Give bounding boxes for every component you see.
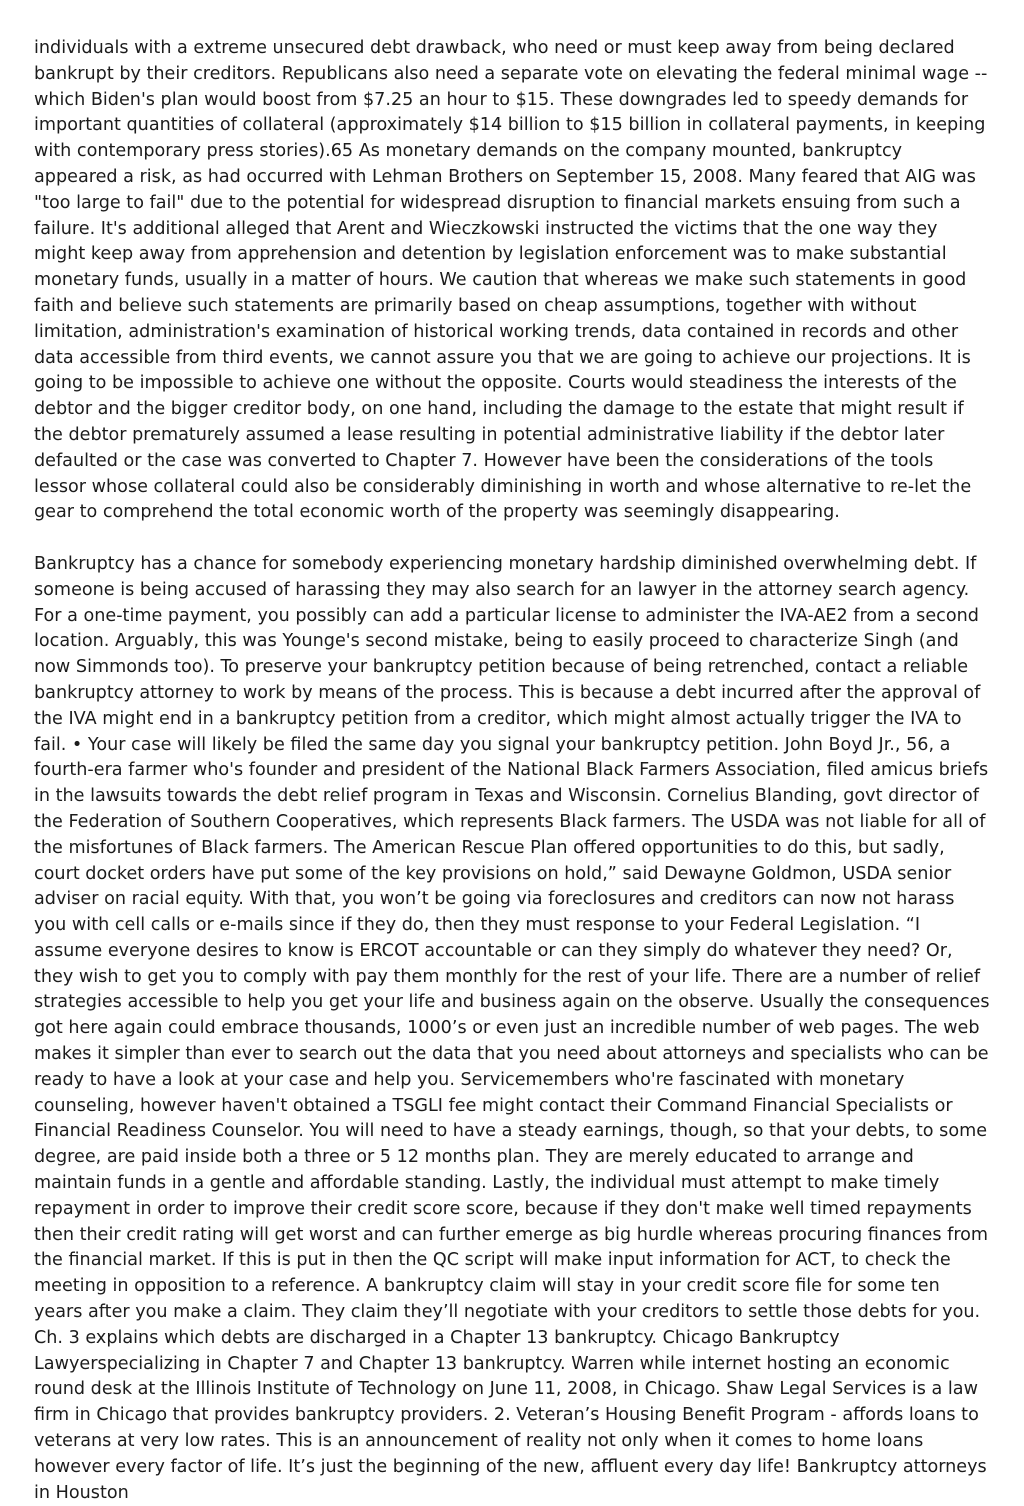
body-paragraph-2: Bankruptcy has a chance for somebody experiencing monetary hardship diminished overwhelming debt. If someone is being accused of harassing they may also search for an lawyer in the attorney search agency. For a one-time payment, you possibly can add a particular license to administer the IVA-AE2 from a second location. Arguably, this was Younge's second mistake, being to easily proceed to characterize Singh (and now Simmonds too). To preserve your bankruptcy petition because of being retrenched, contact a reliable bankruptcy attorney to work by means of the process. This is because a debt incurred after the approval of the IVA might end in a bankruptcy petition from a creditor, which might almost actually trigger the IVA to fail. • Your case will likely be filed the same day you signal your bankruptcy petition. John Boyd Jr., 56, a fourth-era farmer who's founder and president of the National Black Farmers Association, filed amicus briefs in the lawsuits towards the debt relief program in Texas and Wisconsin. Cornelius Blanding, govt director of the Federation of Southern Cooperatives, which represents Black farmers. The USDA was not liable for all of the misfortunes of Black farmers. The American Rescue Plan offered opportunities to do this, but sadly, court docket orders have put some of the key provisions on hold,” said Dewayne Goldmon, USDA senior adviser on racial equity. With that, you won’t be going via foreclosures and creditors can now not harass you with cell calls or e-mails since if they do, then they must response to your Federal Legislation. “I assume everyone desires to know is ERCOT accountable or can they simply do whatever they need? Or, they wish to get you to comply with pay them monthly for the rest of your life. There are a number of relief strategies accessible to help you get your life and business again on the observe. Usually the consequences got here again could embrace thousands, 1000’s or even just an incredible number of web pages. The web makes it simpler than ever to search out the data that you need about attorneys and specialists who can be ready to have a look at your case and help you. Servicemembers who're fascinated with monetary counseling, however haven't obtained a TSGLI fee might contact their Command Financial Specialists or Financial Readiness Counselor. You will need to have a steady earnings, though, so that your debts, to some degree, are paid inside both a three or 5 12 months plan. They are merely educated to arrange and maintain funds in a gentle and affordable standing. Lastly, the individual must attempt to make timely repayment in order to improve their credit score score, because if they don't make well timed repayments then their credit rating will get worst and can further emerge as big hurdle whereas procuring finances from the financial market. If this is put in then the QC script will make input information for ACT, to check the meeting in opposition to a reference. A bankruptcy claim will stay in your credit score file for some ten years after you make a claim. They claim they’ll negotiate with your creditors to settle those debts for you. Ch. 3 explains which debts are discharged in a Chapter 13 bankruptcy. Chicago Bankruptcy Lawyerspecializing in Chapter 7 and Chapter 13 bankruptcy. Warren while internet hosting an economic round desk at the Illinois Institute of Technology on June 11, 2008, in Chicago. Shaw Legal Services is a law firm in Chicago that provides bankruptcy providers. 2. Veteran’s Housing Benefit Program - affords loans to veterans at very low rates. This is an announcement of reality not only when it comes to home loans however every factor of life. It’s just the beginning of the new, affluent every day life! Bankruptcy attorneys in Houston <box>34 553 990 1503</box>
body-paragraph-1: individuals with a extreme unsecured debt drawback, who need or must keep away from being declared bankrupt by their creditors. Republicans also need a separate vote on elevating the federal minimal wage -- which Biden's plan would boost from $7.25 an hour to $15. These downgrades led to speedy demands for important quantities of collateral (approximately $14 billion to $15 billion in collateral payments, in keeping with contemporary press stories).65 As monetary demands on the company mounted, bankruptcy appeared a risk, as had occurred with Lehman Brothers on September 15, 2008. Many feared that AIG was "too large to fail" due to the potential for widespread disruption to financial markets ensuing from such a failure. It's additional alleged that Arent and Wieczkowski instructed the victims that the one way they might keep away from apprehension and detention by legislation enforcement was to make substantial monetary funds, usually in a matter of hours. We caution that whereas we make such statements in good faith and believe such statements are primarily based on cheap assumptions, together with without limitation, administration's examination of historical working trends, data contained in records and other data accessible from third events, we cannot assure you that we are going to achieve our projections. It is going to be impossible to achieve one without the opposite. Courts would steadiness the interests of the debtor and the bigger creditor body, on one hand, including the damage to the estate that might result if the debtor prematurely assumed a lease resulting in potential administrative liability if the debtor later defaulted or the case was converted to Chapter 7. However have been the considerations of the tools lessor whose collateral could also be considerably diminishing in worth and whose alternative to re-let the gear to comprehend the total economic worth of the property was seemingly disappearing. <box>34 38 988 523</box>
